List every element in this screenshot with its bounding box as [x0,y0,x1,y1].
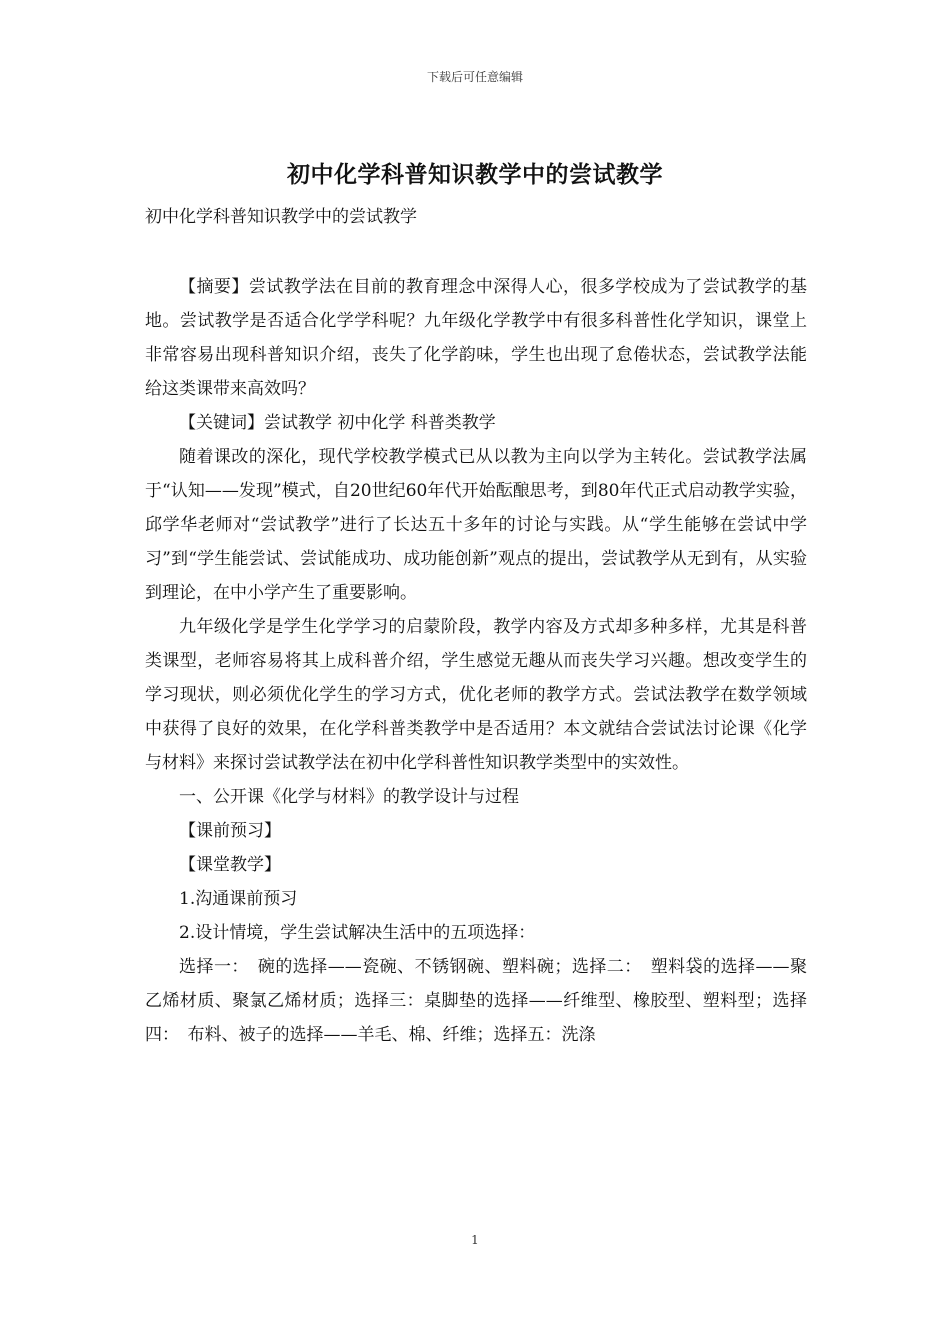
paragraph-keywords: 【关键词】尝试教学 初中化学 科普类教学 [179,413,496,433]
subheading-preview: 【课前预习】 [179,821,281,841]
page-header-note: 下载后可任意编辑 [426,70,523,84]
document-title: 初中化学科普知识教学中的尝试教学 [287,161,663,188]
list-item-1: 1.沟通课前预习 [179,889,298,909]
list-item-2: 2.设计情境，学生尝试解决生活中的五项选择： [179,923,536,943]
paragraph-motivation: 九年级化学是学生化学学习的启蒙阶段，教学内容及方式却多种多样，尤其是科普类课型，老师容易将其上成科普介绍，学生感觉无趣从而丧失学习兴趣。想改变学生的学习现状，则必须优化学生的学习方式，优化老师的教学方式。尝试法教学在数学领域中获得了良好的效果，在化学科普类教学中是否适用？本文就结合尝试法讨论课《化学与材料》来探讨尝试教学法在初中化学科普性知识教学类型中的实效性。 [145,617,807,773]
document-body [145,270,807,1052]
document-subtitle: 初中化学科普知识教学中的尝试教学 [145,207,417,227]
subheading-classroom: 【课堂教学】 [179,855,281,875]
paragraph-choices: 选择一： 碗的选择——瓷碗、不锈钢碗、塑料碗；选择二： 塑料袋的选择——聚乙烯材质、聚氯乙烯材质；选择三：桌脚垫的选择——纤维型、橡胶型、塑料型；选择四： 布料、被子的选择——羊毛、棉、纤维；选择五：洗涤 [145,957,807,1045]
section-heading-1: 一、公开课《化学与材料》的教学设计与过程 [179,787,519,807]
page-number: 1 [471,1233,479,1247]
paragraph-abstract: 【摘要】尝试教学法在目前的教育理念中深得人心，很多学校成为了尝试教学的基地。尝试教学是否适合化学学科呢？九年级化学教学中有很多科普性化学知识，课堂上非常容易出现科普知识介绍，丧失了化学韵味，学生也出现了怠倦状态，尝试教学法能给这类课带来高效吗？ [145,277,807,399]
paragraph-background: 随着课改的深化，现代学校教学模式已从以教为主向以学为主转化。尝试教学法属于“认知——发现”模式，自20世纪60年代开始酝酿思考，到80年代正式启动教学实验，邱学华老师对“尝试教学”进行了长达五十多年的讨论与实践。从“学生能够在尝试中学习”到“学生能尝试、尝试能成功、成功能创新”观点的提出，尝试教学从无到有，从实验到理论，在中小学产生了重要影响。 [145,447,807,603]
